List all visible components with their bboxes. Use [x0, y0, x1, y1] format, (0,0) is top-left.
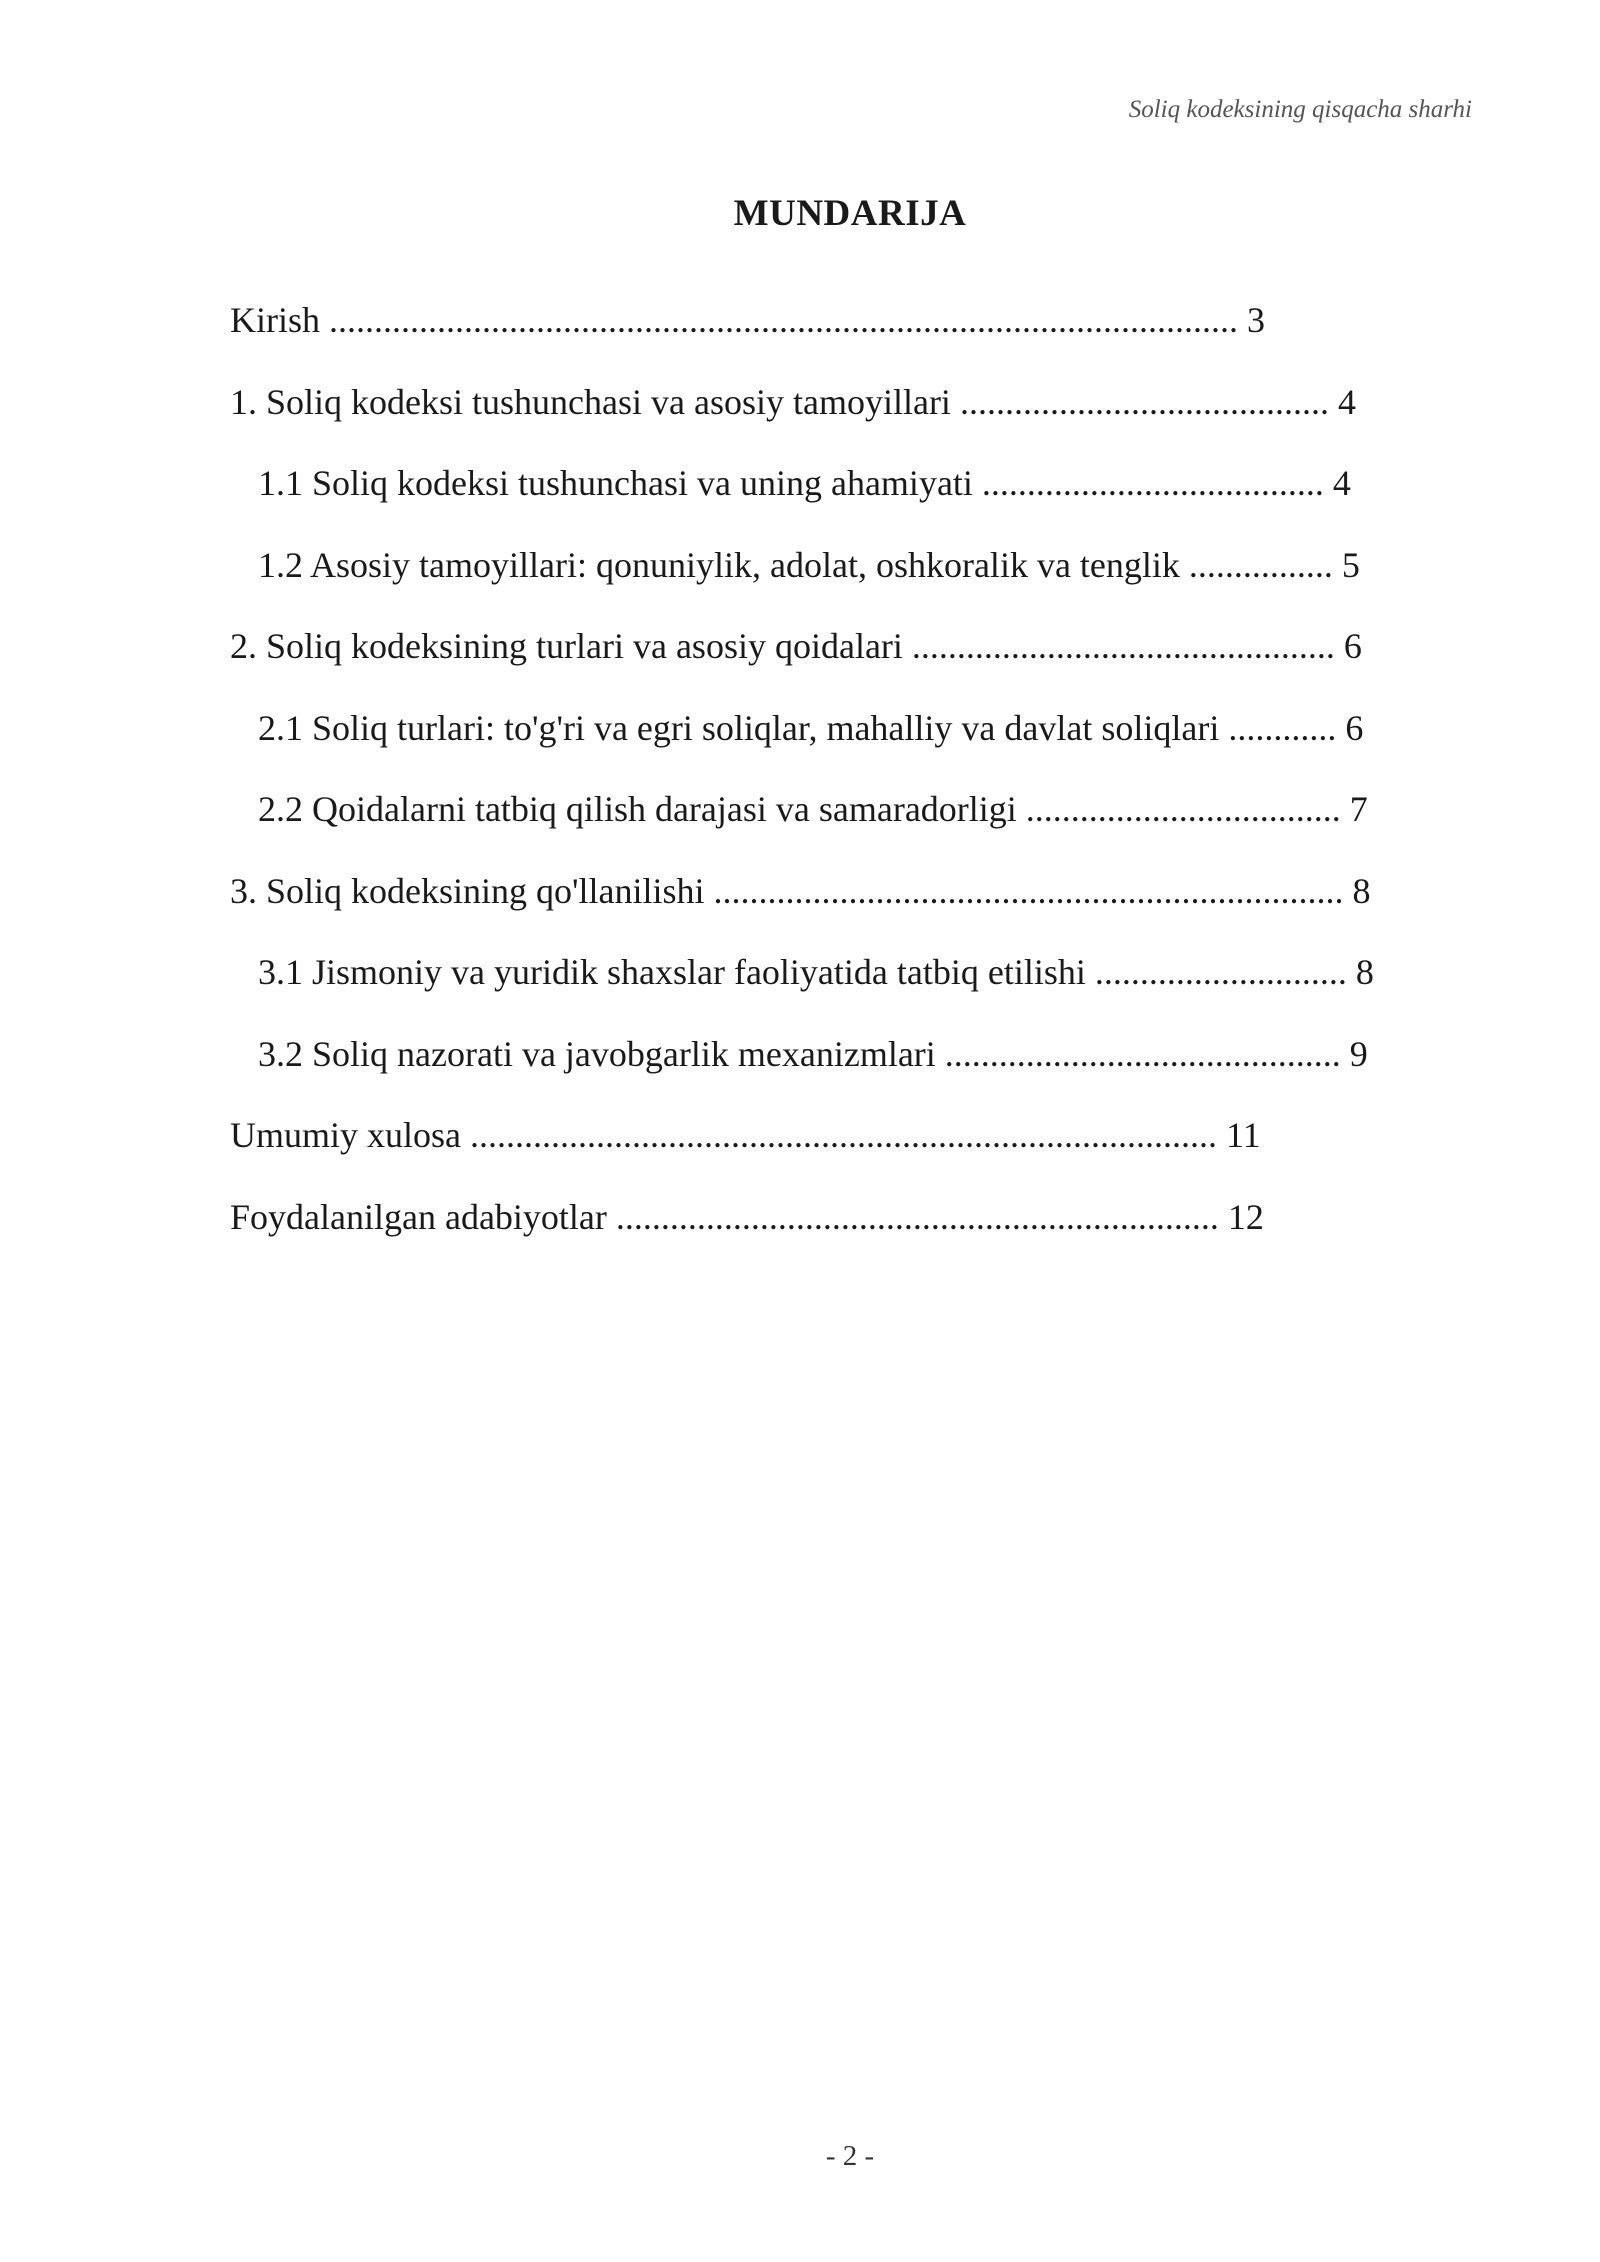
toc-leader-dots: ......................................... [950, 381, 1338, 422]
toc-entry-section-1-2[interactable] [230, 541, 1470, 623]
toc-page-number: 9 [1349, 1033, 1368, 1074]
toc-leader-dots: ..................................................................................................... [320, 300, 1247, 340]
toc-entry-label: 2.2 Qoidalarni tatbiq qilish darajasi va samaradorligi [258, 789, 1017, 829]
toc-entry-label: 3.1 Jismoniy va yuridik shaxslar faoliyatida tatbiq etilishi [258, 952, 1086, 992]
toc-leader-dots: ...................................... [972, 463, 1333, 503]
toc-entry-section-2-1[interactable] [230, 704, 1470, 786]
toc-leader-dots: ............ [1219, 707, 1346, 748]
toc-leader-dots: ................................................................... [606, 1196, 1228, 1237]
toc-entry-label: 3.2 Soliq nazorati va javobgarlik mexanizmlari [258, 1033, 936, 1074]
toc-page-number: 4 [1337, 381, 1356, 422]
toc-entry-label: 2.1 Soliq turlari: to'g'ri va egri soliqlar, mahalliy va davlat soliqlari [258, 707, 1220, 748]
page-title: MUNDARIJA [733, 193, 967, 234]
toc-entry-label: 1.2 Asosiy tamoyillari: qonuniylik, adolat, oshkoralik va tenglik [258, 544, 1180, 585]
toc-leader-dots: ................................... [1016, 789, 1350, 829]
toc-entry-label: 2. Soliq kodeksining turlari va asosiy qoidalari [230, 626, 903, 666]
toc-page-number: 8 [1355, 952, 1374, 992]
toc-entry-conclusion[interactable] [230, 1111, 1470, 1193]
toc-page-number: 5 [1341, 544, 1360, 585]
toc-entry-label: 3. Soliq kodeksining qo'llanilishi [230, 870, 705, 911]
toc-leader-dots: ............................................... [902, 626, 1344, 666]
table-of-contents [230, 296, 1470, 1274]
toc-entry-kirish[interactable] [230, 296, 1470, 378]
toc-page-number: 7 [1349, 789, 1368, 829]
page-number: - 2 - [825, 2140, 875, 2172]
toc-entry-references[interactable] [230, 1193, 1470, 1275]
toc-leader-dots: ................................................................................... [461, 1115, 1226, 1155]
toc-page-number: 11 [1226, 1115, 1261, 1155]
toc-entry-section-3-2[interactable] [230, 1030, 1470, 1112]
toc-page-number: 3 [1247, 300, 1265, 340]
toc-entry-section-3[interactable] [230, 867, 1470, 949]
toc-entry-section-1[interactable] [230, 378, 1470, 460]
toc-entry-label: Foydalanilgan adabiyotlar [230, 1196, 607, 1237]
toc-entry-label: Kirish [230, 300, 320, 340]
toc-entry-label: 1. Soliq kodeksi tushunchasi va asosiy tamoyillari [230, 381, 951, 422]
running-header: Soliq kodeksining qisqacha sharhi [1128, 96, 1472, 123]
toc-page-number: 6 [1345, 707, 1364, 748]
toc-leader-dots: ............................................ [935, 1033, 1350, 1074]
toc-page-number: 12 [1227, 1196, 1264, 1237]
toc-entry-label: Umumiy xulosa [230, 1115, 461, 1155]
toc-leader-dots: ................ [1179, 544, 1342, 585]
toc-leader-dots: ............................ [1085, 952, 1356, 992]
toc-entry-label: 1.1 Soliq kodeksi tushunchasi va uning ahamiyati [258, 463, 973, 503]
toc-entry-section-3-1[interactable] [230, 948, 1470, 1030]
toc-entry-section-2[interactable] [230, 622, 1470, 704]
toc-page-number: 4 [1332, 463, 1351, 503]
toc-page-number: 6 [1343, 626, 1362, 666]
toc-page-number: 8 [1352, 870, 1371, 911]
toc-entry-section-2-2[interactable] [230, 785, 1470, 867]
toc-entry-section-1-1[interactable] [230, 459, 1470, 541]
toc-leader-dots: ...................................................................... [704, 870, 1353, 911]
